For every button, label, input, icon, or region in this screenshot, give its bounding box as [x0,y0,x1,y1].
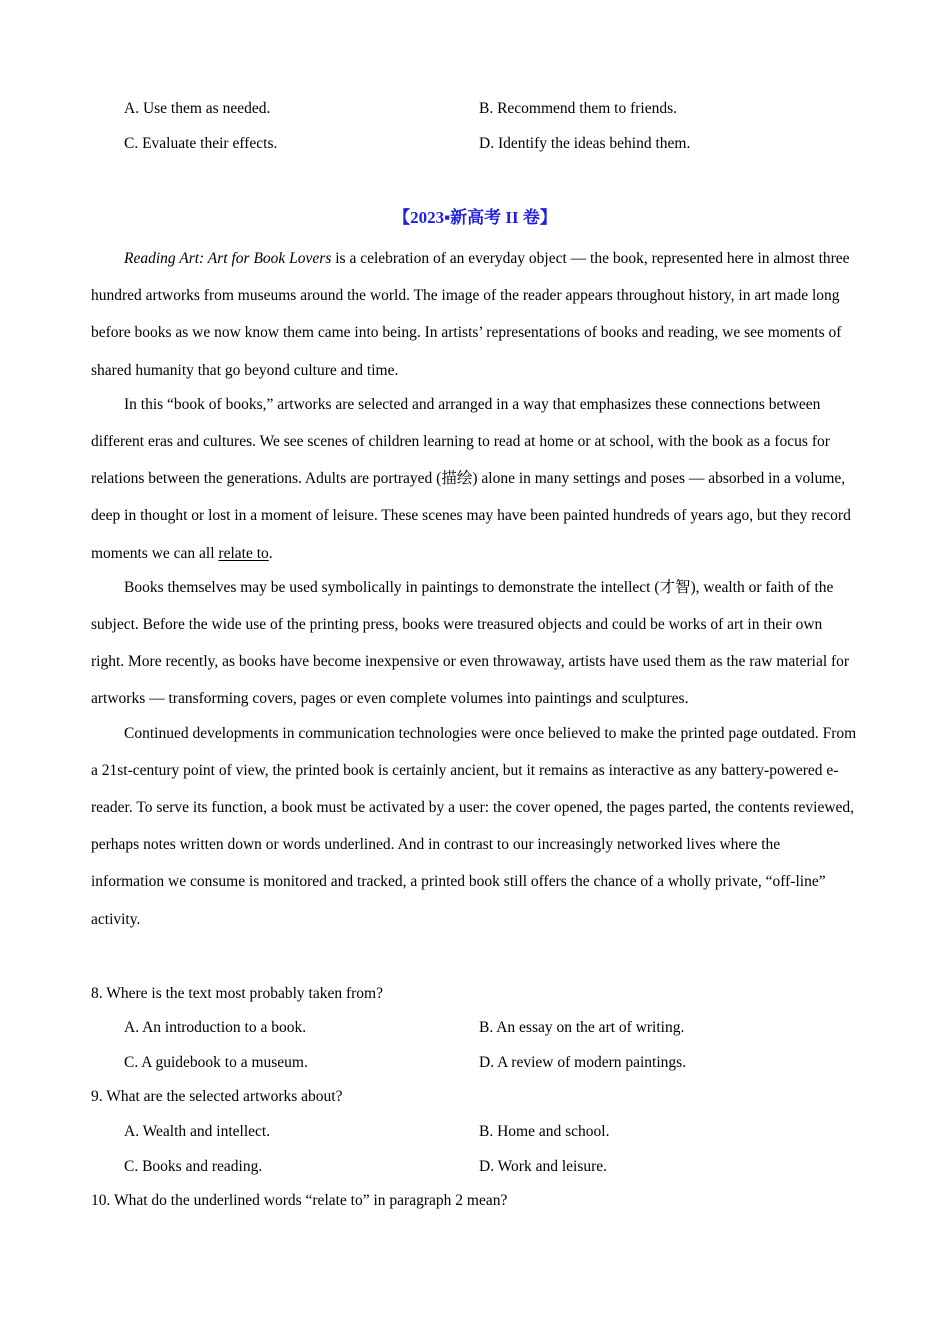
q9-options-row-cd [124,1156,844,1178]
passage-paragraph-1 [91,240,857,389]
prev-options-row-ab [124,98,844,120]
question-10-stem: 10. What do the underlined words “relate to” in paragraph 2 mean? [91,1192,508,1209]
q8-options-row-ab [124,1017,844,1039]
passage-paragraph-3 [91,569,857,718]
q9-option-d[interactable]: D. Work and leisure. [479,1158,608,1175]
q8-option-c[interactable]: C. A guidebook to a museum. [124,1054,308,1071]
paragraph-1-text: is a celebration of an everyday object — the book, represented here in almost three hundred artworks from museums around the world. The image of the reader appears throughout history, in art made long before books as we now know them came into being. In artists’ representations of books and reading, we see moments of shared humanity that go beyond culture and time. [91,250,850,379]
q8-options-row-cd [124,1052,844,1074]
q8-option-a[interactable]: A. An introduction to a book. [124,1019,307,1036]
q9-option-b[interactable]: B. Home and school. [479,1123,610,1140]
paragraph-3-text: Books themselves may be used symbolically in paintings to demonstrate the intellect (才智), wealth or faith of the subject. Before the wide use of the printing press, books were treasured objects and could be works of art in their own right. More recently, as books have become inexpensive or even throwaway, artists have used them as the raw material for artworks — transforming covers, pages or even complete volumes into paintings and sculptures. [91,578,850,708]
q8-option-d[interactable]: D. A review of modern paintings. [479,1054,687,1071]
q9-option-a[interactable]: A. Wealth and intellect. [124,1123,271,1140]
question-9-stem: 9. What are the selected artworks about? [91,1088,343,1105]
prev-option-c[interactable]: C. Evaluate their effects. [124,135,278,152]
reading-passage [91,240,857,938]
prev-option-a[interactable]: A. Use them as needed. [124,100,271,117]
q9-options-row-ab [124,1121,844,1143]
q9-option-c[interactable]: C. Books and reading. [124,1158,263,1175]
q8-option-b[interactable]: B. An essay on the art of writing. [479,1019,685,1036]
passage-paragraph-4 [91,715,857,938]
book-title: Reading Art: Art for Book Lovers [124,250,332,267]
underlined-phrase: relate to [218,544,269,562]
section-heading: 【2023▪新高考 II 卷】 [393,208,557,227]
paragraph-4-text: Continued developments in communication technologies were once believed to make the printed page outdated. From a 21st-century point of view, the printed book is certainly ancient, but it remains as interactive as any battery-powered e-reader. To serve its function, a book must be activated by a user: the cover opened, the pages parted, the contents reviewed, perhaps notes written down or words underlined. And in contrast to our increasingly networked lives where the information we consume is monitored and tracked, a printed book still offers the chance of a wholly private, “off-line” activity. [91,724,857,928]
question-8-stem: 8. Where is the text most probably taken from? [91,985,383,1002]
prev-option-b[interactable]: B. Recommend them to friends. [479,100,678,117]
paragraph-2-text-after: . [268,544,273,562]
paragraph-2-text-before: In this “book of books,” artworks are selected and arranged in a way that emphasizes these connections between different eras and cultures. We see scenes of children learning to read at home or at school, with the book as a focus for relations between the generations. Adults are portrayed (描绘) alone in many settings and poses — absorbed in a volume, deep in thought or lost in a moment of leisure. These scenes may have been painted hundreds of years ago, but they record moments we can all [91,395,851,562]
prev-option-d[interactable]: D. Identify the ideas behind them. [479,135,691,152]
passage-paragraph-2 [91,386,857,572]
prev-options-row-cd [124,133,844,155]
